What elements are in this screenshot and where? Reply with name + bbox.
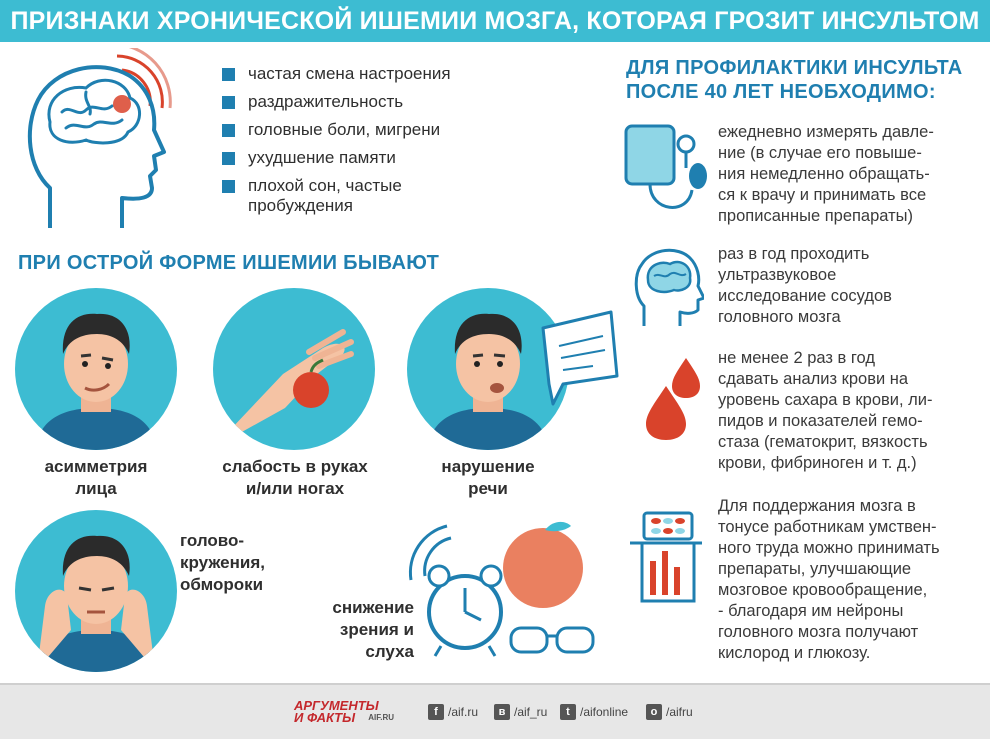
bullet-square	[222, 96, 235, 109]
prevention-text-blood-test: не менее 2 раз в год сдавать анализ крови на уровень сахара в крови, ли- пидов и показателей гемо- стаза (гематокрит, вязкость крови, фибриноген и т. д.)	[718, 349, 933, 472]
hand-weakness-illustration	[213, 288, 375, 450]
aif-logo: АРГУМЕНТЫ И ФАКТЫ AIF.RU	[294, 698, 394, 725]
list-item: раздражительность	[222, 92, 522, 112]
bullet-square	[222, 68, 235, 81]
blood-pressure-monitor-icon	[622, 120, 712, 220]
dizziness-illustration	[15, 510, 177, 672]
symptom-label-dizziness: голово- кружения, обмороки	[180, 531, 265, 594]
head-brain-icon	[634, 244, 704, 330]
list-item: плохой сон, частые пробуждения	[222, 176, 448, 216]
list-item: частая смена настроения	[222, 64, 522, 84]
head-brain-illustration	[22, 48, 172, 238]
bullet-square	[222, 180, 235, 193]
social-vk[interactable]: в /aif_ru	[494, 704, 547, 720]
list-item: ухудшение памяти	[222, 148, 522, 168]
social-facebook[interactable]: f /aif.ru	[428, 704, 478, 720]
face-asymmetry-illustration	[15, 288, 177, 450]
list-item: головные боли, мигрени	[222, 120, 522, 140]
symptom-label-weakness: слабость в руках и/или ногах	[222, 457, 368, 498]
bullet-square	[222, 124, 235, 137]
social-twitter[interactable]: t /aifonline	[560, 704, 628, 720]
acute-section-title: ПРИ ОСТРОЙ ФОРМЕ ИШЕМИИ БЫВАЮТ	[18, 252, 440, 274]
prevention-text-ultrasound: раз в год проходить ультразвуковое исследование сосудов головного мозга	[718, 245, 892, 326]
speech-disorder-illustration	[407, 288, 619, 450]
chronic-signs-list	[222, 64, 522, 224]
symptom-label-face: асимметрия лица	[44, 457, 148, 498]
twitter-icon: t	[560, 704, 576, 720]
prevention-text-medication: Для поддержания мозга в тонусе работникам умствен- ного труда можно принимать препараты, улучшающие мозговое кровообращение, - благодаря им нейроны головного мозга получают кислород и глюкозу.	[718, 497, 940, 662]
odnoklassniki-icon: o	[646, 704, 662, 720]
symptom-label-speech: нарушение речи	[441, 457, 535, 498]
social-odnoklassniki[interactable]: o /aifru	[646, 704, 693, 720]
vk-icon: в	[494, 704, 510, 720]
bullet-square	[222, 152, 235, 165]
page-title: ПРИЗНАКИ ХРОНИЧЕСКОЙ ИШЕМИИ МОЗГА, КОТОРАЯ ГРОЗИТ ИНСУЛЬТОМ	[10, 7, 980, 35]
blood-drops-icon	[646, 356, 710, 442]
prevention-title: ДЛЯ ПРОФИЛАКТИКИ ИНСУЛЬТА ПОСЛЕ 40 ЛЕТ НЕОБХОДИМО:	[626, 57, 963, 103]
medicine-box-icon	[626, 505, 706, 609]
alarm-clock-glasses-illustration	[395, 518, 605, 668]
facebook-icon: f	[428, 704, 444, 720]
symptom-label-vision: снижение зрения и слуха	[332, 598, 414, 661]
prevention-text-pressure: ежедневно измерять давле- ние (в случае его повыше- ния немедленно обращать- ся к врачу и принимать все прописанные препараты)	[718, 123, 934, 225]
